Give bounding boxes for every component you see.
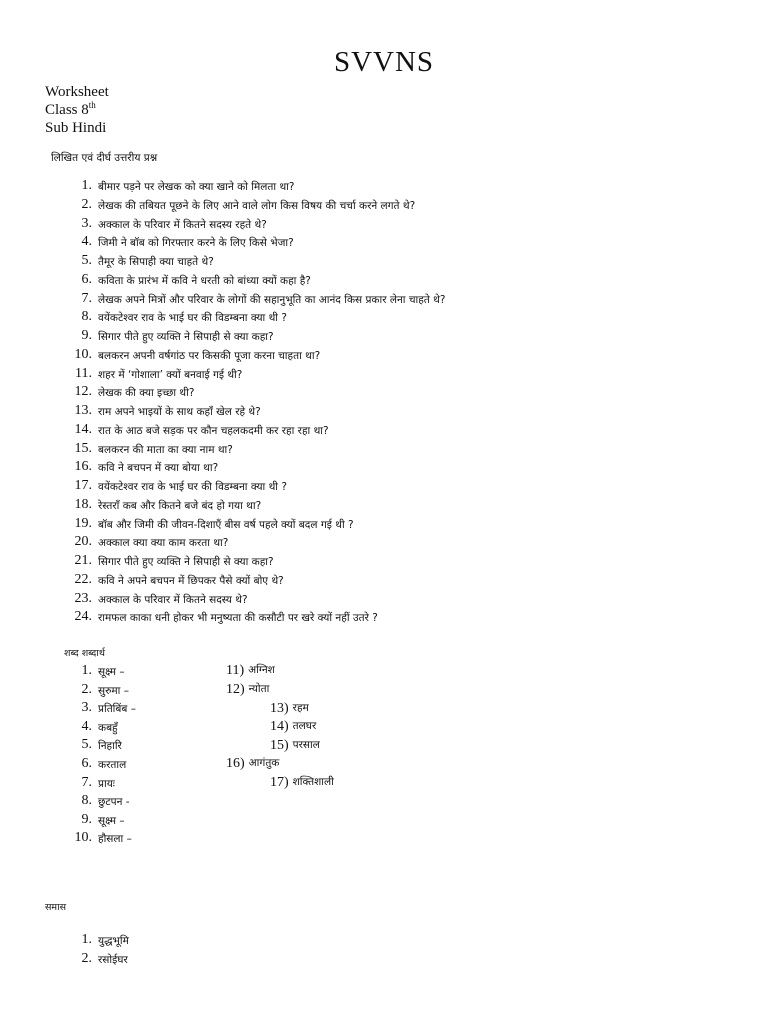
list-item <box>270 773 334 792</box>
item-text: कवि ने बचपन में क्या बोया था? <box>98 462 219 475</box>
item-text: सूक्ष्म – <box>98 814 125 827</box>
item-text: युद्धभूमि <box>98 935 129 947</box>
item-number: 11) <box>226 663 245 679</box>
document-title: SVVNS <box>333 46 435 78</box>
item-text: लेखक की तबियत पूछने के लिए आने वाले लोग किस विषय की चर्चा करने लगते थे? <box>98 199 416 212</box>
item-text: हौसला – <box>98 833 132 846</box>
list-item <box>0 496 768 515</box>
item-number: 13. <box>74 403 92 418</box>
list-item <box>0 571 768 590</box>
list-item <box>226 661 275 680</box>
item-number: 9. <box>81 811 92 827</box>
item-number: 3. <box>81 700 92 716</box>
item-text: प्रतिबिंब – <box>98 703 136 716</box>
list-item <box>0 736 768 755</box>
item-number: 1. <box>81 178 92 193</box>
item-text: तैमूर के सिपाही क्या चाहते थे? <box>98 256 214 268</box>
list-item <box>270 736 320 755</box>
item-text: रसोईघर <box>98 954 128 966</box>
item-text: करताल <box>98 759 127 771</box>
list-item <box>0 515 768 534</box>
list-item <box>0 177 768 196</box>
class-text: Class 8 <box>45 102 89 118</box>
item-text: रामफल काका धनी होकर भी मनुष्यता की कसौटी पर खरे क्यों नहीं उतरे ? <box>98 612 378 625</box>
item-text: वयेंकटेश्वर राव के भाई घर की विडम्बना क्या थी ? <box>98 481 287 493</box>
item-text: बीमार पड़ने पर लेखक को क्या खाने को मिलता था? <box>98 181 295 193</box>
item-number: 15) <box>270 737 289 753</box>
item-text: न्योता <box>248 683 270 695</box>
item-text: बलकरन की माता का क्या नाम था? <box>98 443 233 456</box>
item-number: 19. <box>74 515 92 531</box>
list-item <box>0 590 768 609</box>
item-text: अक्काल के परिवार में कितने सदस्य थे? <box>98 593 248 606</box>
item-number: 8. <box>81 793 92 809</box>
item-text: छुटपन - <box>98 796 130 809</box>
item-number: 2. <box>81 951 92 966</box>
item-number: 1. <box>81 932 92 947</box>
item-text: कबहुँ <box>98 721 118 734</box>
list-item <box>226 754 279 773</box>
item-text: कविता के प्रारंभ में कवि ने धरती को बांध्या क्यों कहा है? <box>98 274 311 287</box>
item-number: 16. <box>74 459 92 475</box>
class-label <box>45 101 109 119</box>
item-number: 21. <box>74 553 92 568</box>
item-number: 17) <box>270 775 289 790</box>
class-superscript: th <box>88 100 96 110</box>
list-item <box>0 662 768 681</box>
item-text: निहारि <box>98 740 122 753</box>
item-number: 12) <box>226 682 245 697</box>
item-number: 7. <box>81 774 92 790</box>
list-item <box>0 346 768 365</box>
list-item <box>0 931 768 950</box>
list-item <box>0 950 768 969</box>
item-text: रात के आठ बजे सड़क पर कौन चहलकदमी कर रहा रहा था? <box>98 424 329 437</box>
item-number: 2. <box>81 196 92 212</box>
list-item <box>0 608 768 627</box>
worksheet-label: Worksheet <box>45 84 109 100</box>
item-text: शक्तिशाली <box>292 776 334 788</box>
list-item <box>0 829 768 848</box>
list-item <box>0 233 768 252</box>
list-item <box>0 552 768 571</box>
section-heading-questions: लिखित एवं दीर्घ उत्तरीय प्रश्न <box>51 152 158 164</box>
item-text: सिगार पीते हुए व्यक्ति ने सिपाही से क्या कहा? <box>98 556 274 568</box>
section-heading-word-meanings: शब्द शब्दार्थ <box>64 648 105 659</box>
item-number: 2. <box>81 681 92 697</box>
item-number: 8. <box>81 309 92 325</box>
item-text: तलघर <box>292 720 317 733</box>
item-text: अग्निश <box>248 664 275 677</box>
item-text: प्रायः <box>98 777 115 790</box>
item-number: 10. <box>74 830 92 846</box>
item-number: 11. <box>75 365 92 381</box>
item-text: रेस्तराँ कब और कितने बजे बंद हो गया था? <box>98 499 262 512</box>
list-item <box>270 717 316 736</box>
list-item <box>0 774 768 793</box>
list-item <box>0 383 768 402</box>
worksheet-header <box>45 83 109 137</box>
list-item <box>226 680 269 699</box>
list-item <box>0 196 768 215</box>
list-item <box>0 533 768 552</box>
list-item <box>0 402 768 421</box>
item-number: 18. <box>74 496 92 512</box>
list-item <box>0 477 768 496</box>
item-text: कवि ने अपने बचपन में छिपकर पैसे क्यों बोए थे? <box>98 574 284 587</box>
subject-label: Sub Hindi <box>45 120 107 136</box>
item-number: 5. <box>81 253 92 268</box>
item-number: 3. <box>81 215 92 231</box>
item-number: 23. <box>74 590 92 606</box>
item-number: 1. <box>81 663 92 678</box>
item-number: 12. <box>74 384 92 400</box>
item-number: 10. <box>74 346 92 362</box>
item-text: बलकरन अपनी वर्षगांठ पर किसकी पूजा करना चाहता था? <box>98 349 321 362</box>
list-item <box>0 811 768 830</box>
item-number: 17. <box>74 478 92 493</box>
item-text: सुरुमा – <box>98 684 129 697</box>
item-text: वयेंकटेश्वर राव के भाई घर की विडम्बना क्या थी ? <box>98 312 287 325</box>
item-text: जिमी ने बॉब को गिरफ्तार करने के लिए किसे भेजा? <box>98 237 294 250</box>
list-item <box>0 440 768 459</box>
item-number: 14. <box>74 421 92 437</box>
item-number: 6. <box>81 271 92 287</box>
item-text: सूक्ष्म – <box>98 666 125 678</box>
list-item <box>0 271 768 290</box>
section-heading-samas: समास <box>45 902 66 913</box>
item-number: 24. <box>74 609 92 625</box>
item-number: 13) <box>270 700 289 716</box>
item-number: 14) <box>270 719 289 735</box>
list-item <box>0 365 768 384</box>
item-text: आगंतुक <box>248 757 280 770</box>
item-text: अक्काल के परिवार में कितने सदस्य रहते थे? <box>98 218 267 231</box>
item-number: 22. <box>74 571 92 587</box>
item-text: शहर में ‘गोशाला’ क्यों बनवाई गई थी? <box>98 368 243 381</box>
list-item <box>0 327 768 346</box>
item-number: 16) <box>226 756 245 772</box>
item-text: रहम <box>292 701 309 714</box>
item-text: लेखक की क्या इच्छा थी? <box>98 387 195 400</box>
item-number: 20. <box>74 534 92 550</box>
list-item <box>270 699 309 718</box>
item-number: 4. <box>81 718 92 734</box>
item-number: 15. <box>74 440 92 456</box>
item-text: अक्काल क्या क्या काम करता था? <box>98 537 229 550</box>
list-item <box>0 718 768 737</box>
item-number: 4. <box>81 234 92 250</box>
item-number: 6. <box>81 756 92 771</box>
item-number: 7. <box>81 290 92 306</box>
list-item <box>0 421 768 440</box>
item-text: लेखक अपने मित्रों और परिवार के लोगों की सहानुभूति का आनंद किस प्रकार लेना चाहते थे? <box>98 293 446 306</box>
item-number: 5. <box>81 737 92 753</box>
list-item <box>0 792 768 811</box>
item-text: सिगार पीते हुए व्यक्ति ने सिपाही से क्या कहा? <box>98 331 274 343</box>
list-item <box>0 252 768 271</box>
item-text: राम अपने भाइयों के साथ कहाँ खेल रहे थे? <box>98 406 261 418</box>
list-item <box>0 290 768 309</box>
list-item <box>0 458 768 477</box>
list-item <box>0 215 768 234</box>
item-text: बॉब और जिमी की जीवन-दिशाएँ बीस वर्ष पहले क्यों बदल गई थी ? <box>98 518 354 531</box>
list-item <box>0 681 768 700</box>
item-text: परसाल <box>292 738 320 751</box>
list-item <box>0 308 768 327</box>
item-number: 9. <box>81 328 92 343</box>
list-item <box>0 699 768 718</box>
list-item <box>0 755 768 774</box>
